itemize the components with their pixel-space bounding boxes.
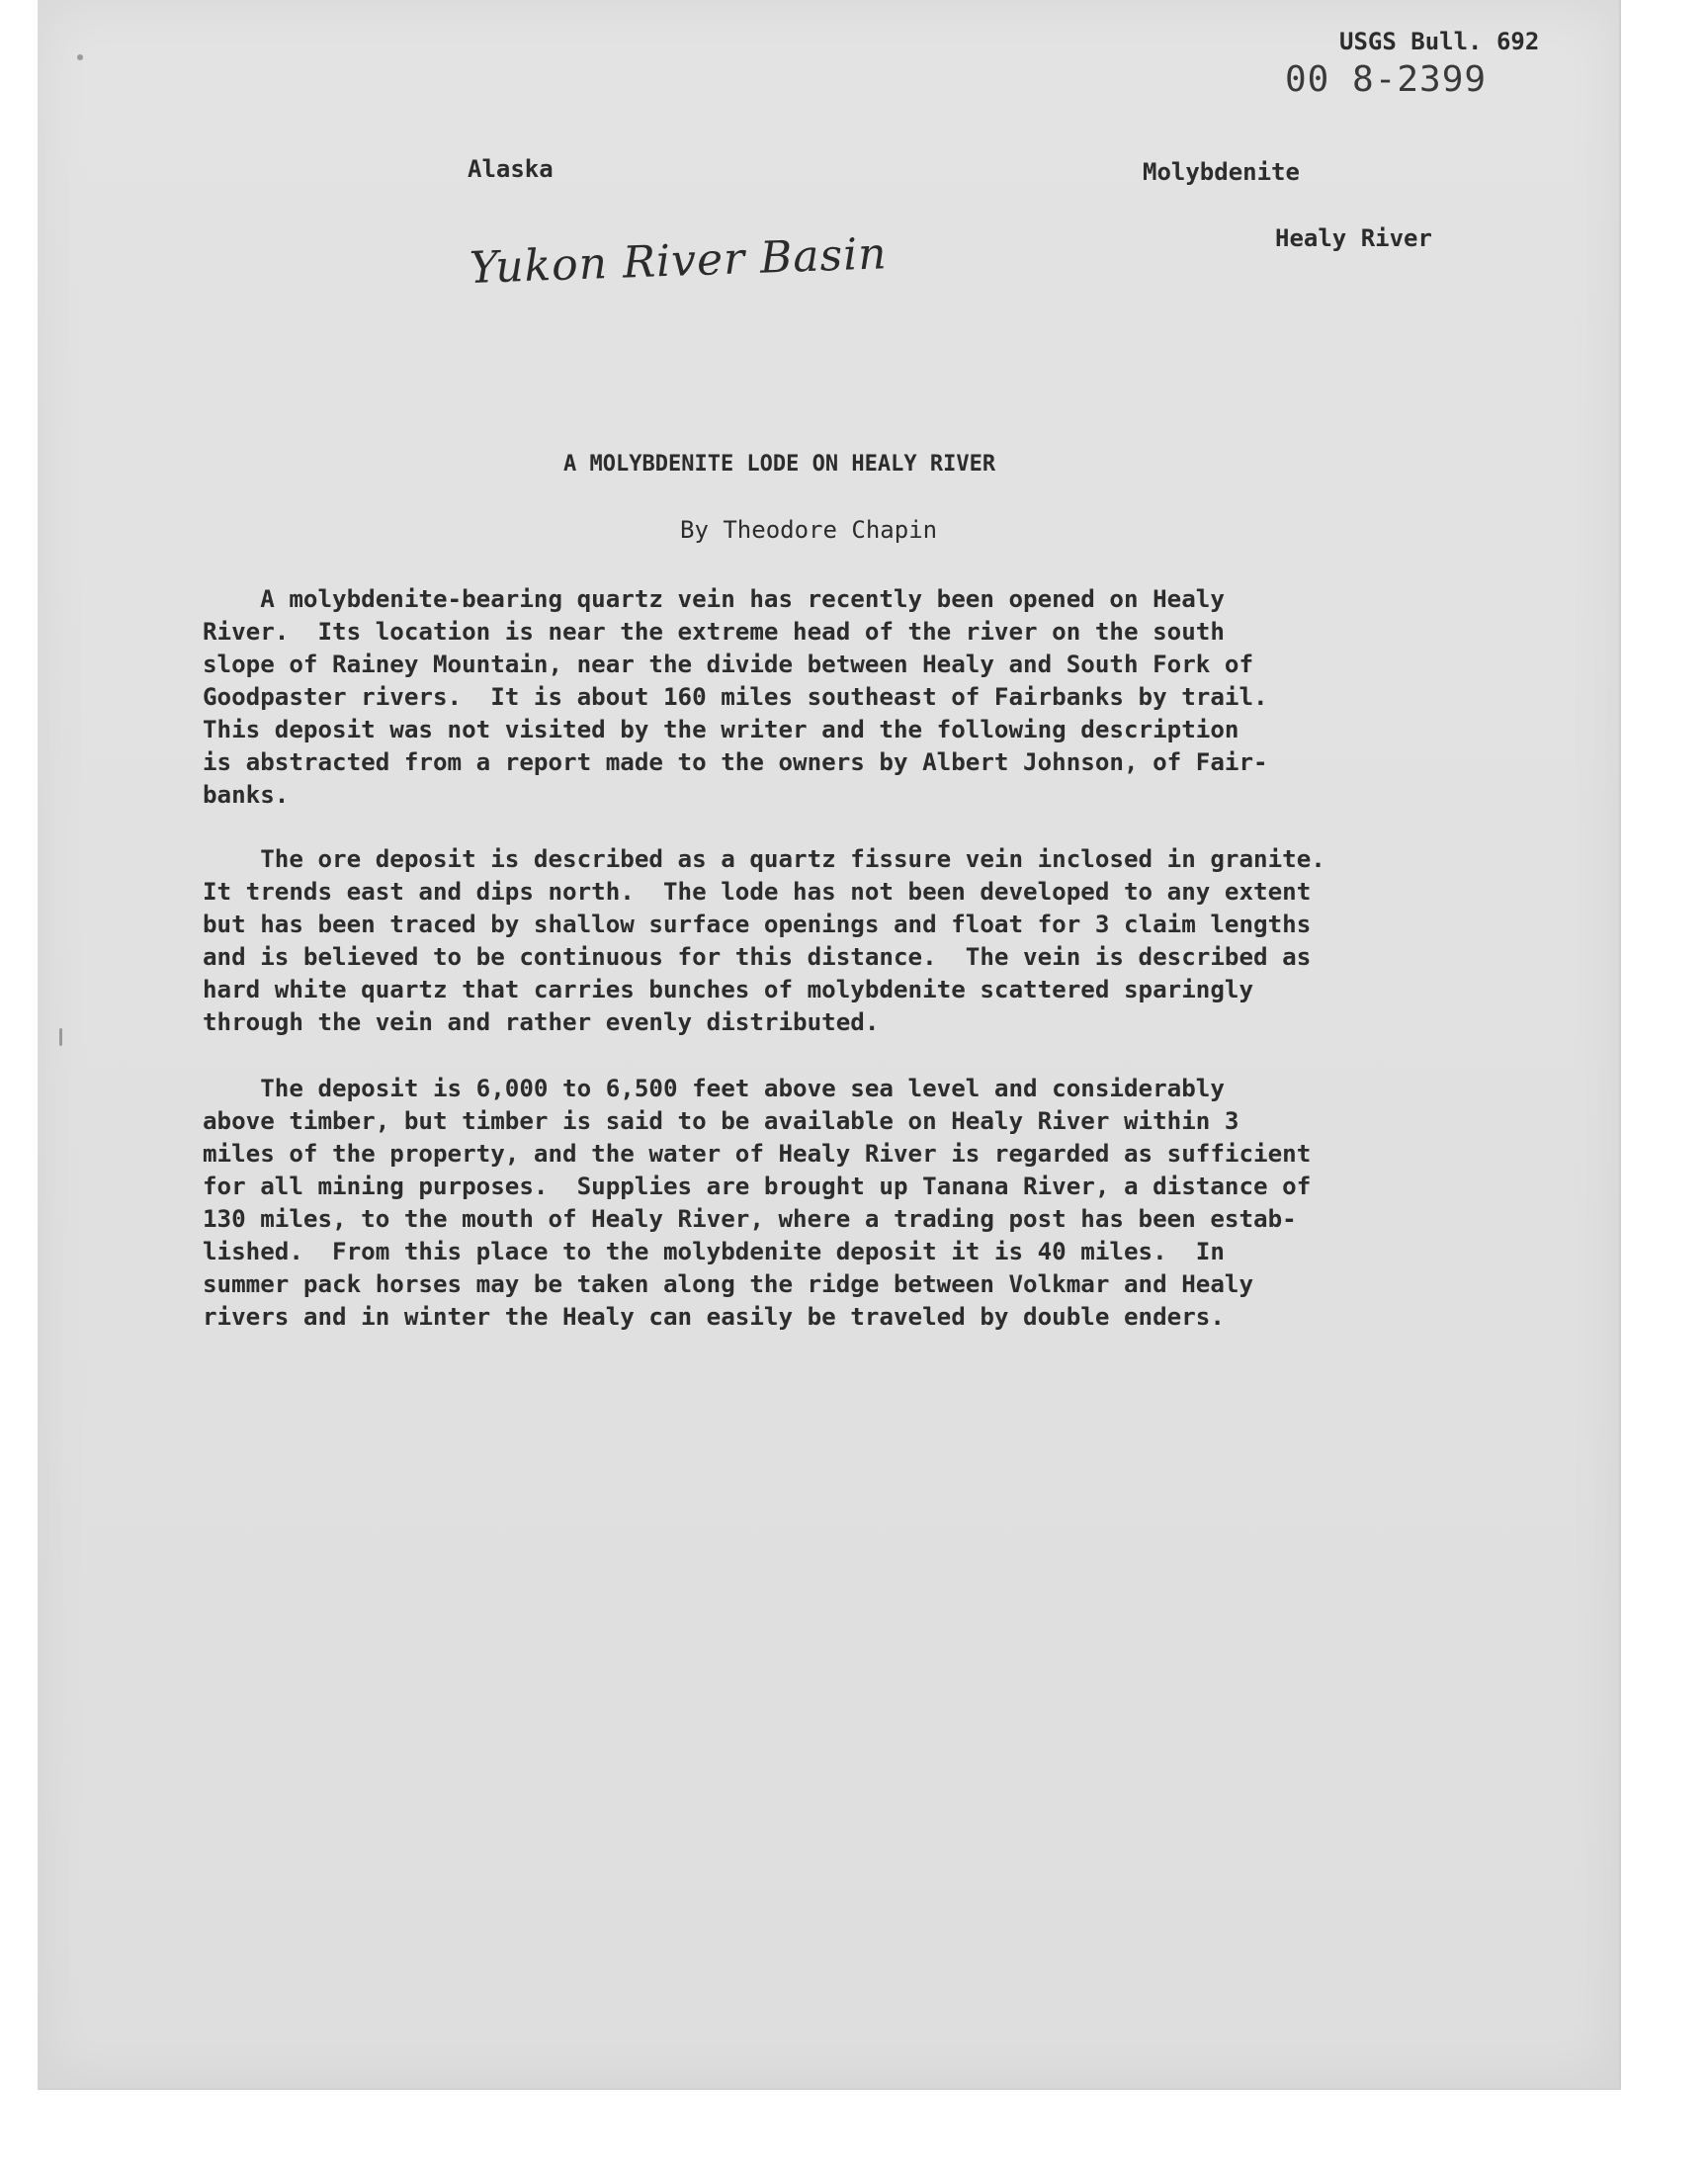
document-number: 00 8-2399 — [1285, 59, 1488, 100]
document-byline: By Theodore Chapin — [680, 516, 938, 544]
body-paragraph: The ore deposit is described as a quartz fissure vein inclosed in granite. It trends east and dips north. The lode has not been developed to any extent but has been traced by shallow surface openings and float for 3 claim lengths and is believed to be continuous for this distance. The vein is described as hard white quartz that carries bunches of molybdenite scattered sparingly through the vein and rather evenly distributed. — [203, 845, 1325, 1036]
scan-speck — [77, 54, 83, 60]
header-state: Alaska — [468, 155, 554, 183]
body-paragraph: The deposit is 6,000 to 6,500 feet above sea level and considerably above timber, but timber is said to be available on Healy River within 3 miles of the property, and the water of Healy River is regarded as sufficient for all mining purposes. Supplies are brought up Tanana River, a distance of 130 miles, to the mouth of Healy River, where a trading post has been estab- lished. From this place to the molybdenite deposit it is 40 miles. In summer pack horses may be taken along the ridge between Volkmar and Healy rivers and in winter the Healy can easily be traveled by double enders. — [203, 1075, 1312, 1331]
document-title: A MOLYBDENITE LODE ON HEALY RIVER — [563, 452, 996, 477]
header-location: Healy River — [1275, 224, 1432, 252]
bulletin-reference: USGS Bull. 692 — [1339, 28, 1540, 55]
body-paragraph: A molybdenite-bearing quartz vein has recently been opened on Healy River. Its location is near the extreme head of the river on the south slope of Rainey Mountain, near the divide between Healy and South Fork of Goodpaster rivers. It is about 160 miles southeast of Fairbanks by trail. This deposit was not visited by the writer and the following description is abstracted from a report made to the owners by Albert Johnson, of Fair- banks. — [203, 585, 1268, 809]
scan-speck — [59, 1028, 62, 1046]
scanned-page — [38, 0, 1621, 2090]
handwritten-basin-note: Yukon River Basin — [469, 228, 889, 294]
header-commodity: Molybdenite — [1143, 158, 1300, 186]
